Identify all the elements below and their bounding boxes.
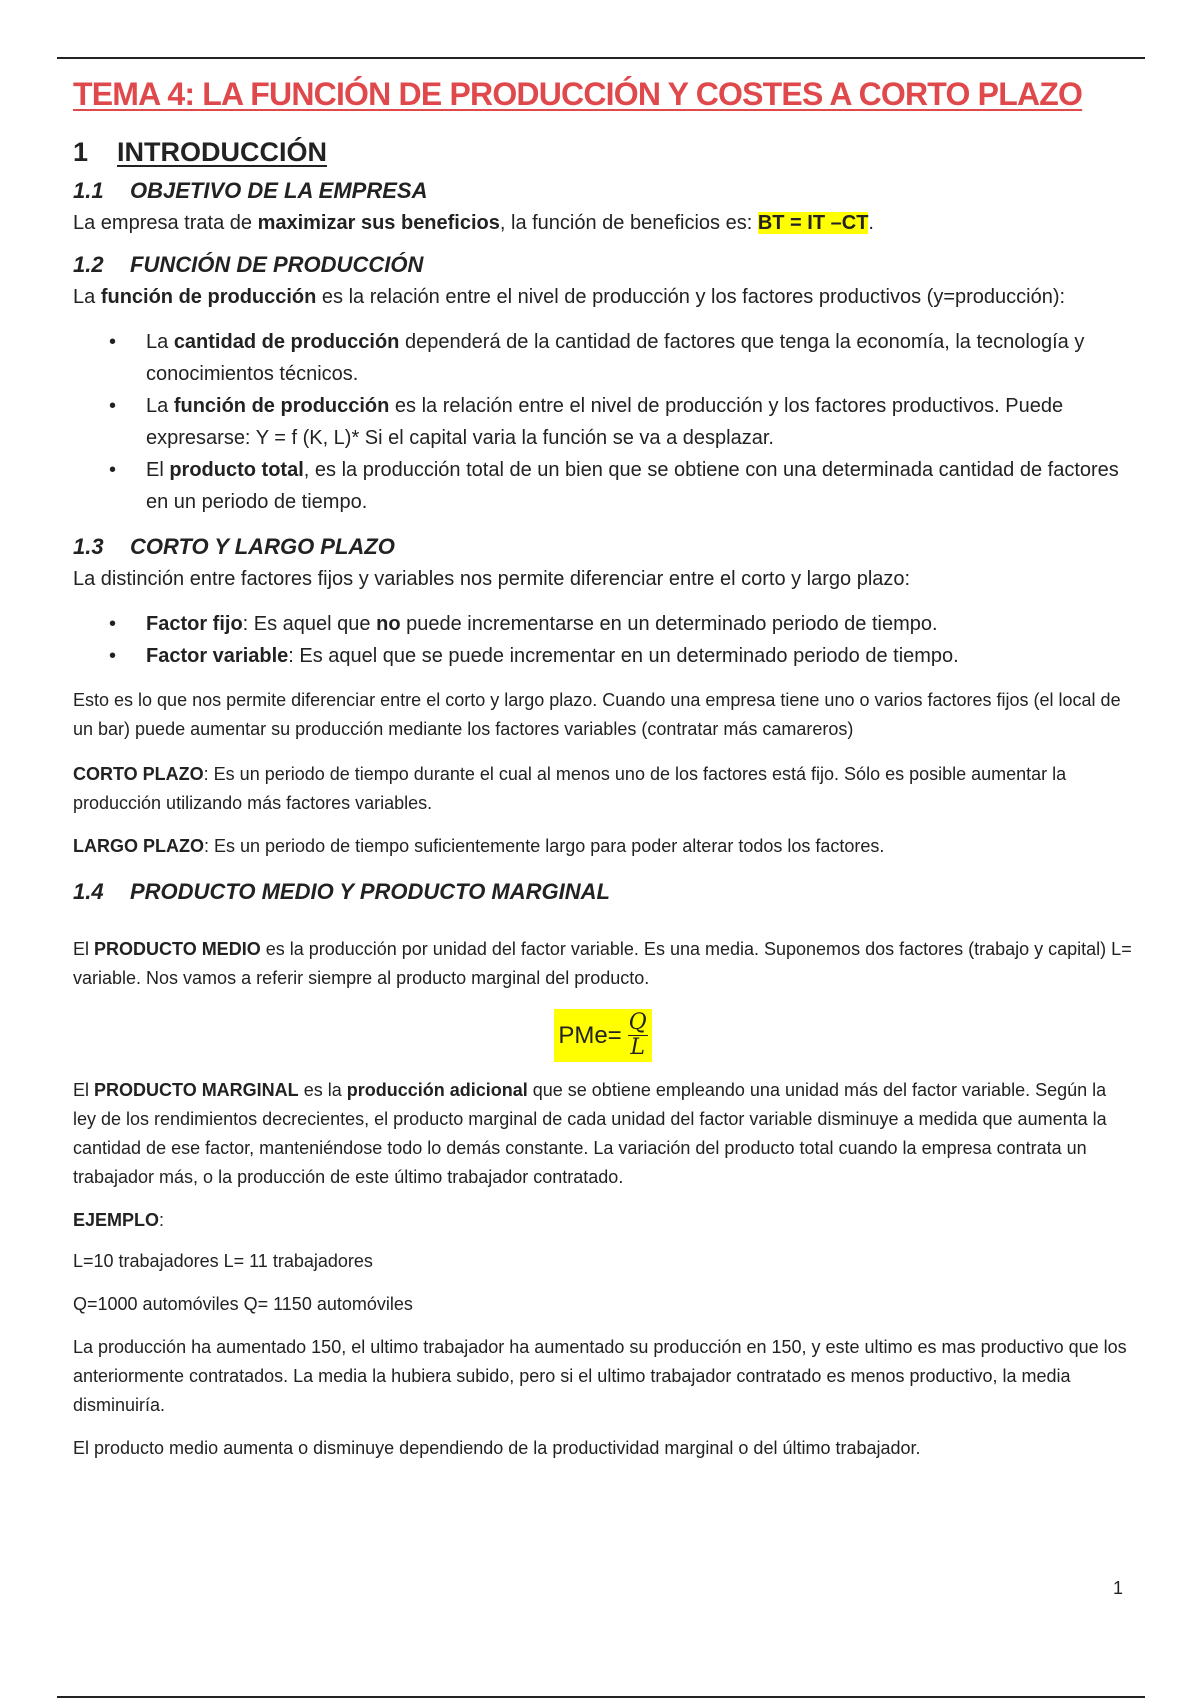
text-run: La <box>73 286 101 308</box>
example-line-workers: L=10 trabajadores L= 11 trabajadores <box>73 1251 373 1271</box>
short-term-definition <box>73 760 1133 818</box>
spacer <box>73 744 1133 752</box>
bold-text: PRODUCTO MARGINAL <box>94 1080 299 1100</box>
subsection-number: 1.2 <box>73 252 104 277</box>
text-run: La <box>146 331 174 353</box>
subsection-1-2-heading <box>73 252 1133 278</box>
page-number: 1 <box>1112 1578 1123 1598</box>
bold-text: Factor fijo <box>146 613 243 635</box>
average-product-paragraph <box>73 935 1133 993</box>
text-run: : <box>159 1210 165 1230</box>
bottom-rule <box>57 1696 1145 1698</box>
text-run: es la relación entre el nivel de producción y los factores productivos (y=producción): <box>316 286 1066 308</box>
subsection-number: 1.4 <box>73 879 104 904</box>
top-rule <box>57 57 1145 59</box>
bold-text: cantidad de producción <box>173 331 400 353</box>
bold-text: no <box>376 613 401 635</box>
fraction <box>628 1011 648 1060</box>
section-title: INTRODUCCIÓN <box>117 137 327 167</box>
fraction-denominator: L <box>630 1035 645 1060</box>
subsection-1-4-heading <box>73 879 1133 905</box>
bold-text: función de producción <box>173 395 390 417</box>
text-run: es la producción por unidad del factor variable. Es una media. Suponemos dos factores (trabajo y capital) L= variable. Nos vamos a referir siempre al producto marginal del producto. <box>73 939 1132 988</box>
formula-label: PMe= <box>558 1021 622 1049</box>
list-item <box>146 640 1133 672</box>
bold-text: CORTO PLAZO <box>73 764 204 784</box>
average-product-formula <box>73 1009 1133 1062</box>
text-run: , es la producción total de un bien que se obtiene con una determinada cantidad de factores en un periodo de tiempo. <box>146 459 1119 513</box>
text-run: : Es aquel que <box>242 613 377 635</box>
text-run: es la <box>298 1080 347 1100</box>
section-number: 1 <box>73 137 89 167</box>
document-body <box>73 70 1133 1463</box>
average-product-conclusion: El producto medio aumenta o disminuye dependiendo de la productividad marginal o del último trabajador. <box>73 1438 921 1458</box>
list-item <box>146 454 1133 518</box>
short-long-explanation: Esto es lo que nos permite diferenciar entre el corto y largo plazo. Cuando una empresa tiene uno o varios factores fijos (el local de un bar) puede aumentar su producción mediante los factores variables (contratar más camareros) <box>73 690 1121 739</box>
text-run: : Es un periodo de tiempo suficientemente largo para poder alterar todos los factores. <box>204 836 885 856</box>
formula-highlight <box>554 1009 651 1062</box>
text-run: El <box>73 939 95 959</box>
bold-text: función de producción <box>100 286 317 308</box>
list-item <box>146 390 1133 454</box>
subsection-number: 1.3 <box>73 534 104 559</box>
subsection-title: CORTO Y LARGO PLAZO <box>130 534 395 559</box>
bold-text: producción adicional <box>346 1080 528 1100</box>
subsection-title: PRODUCTO MEDIO Y PRODUCTO MARGINAL <box>130 879 610 904</box>
factor-bullet-list <box>73 608 1133 672</box>
text-run: : Es un periodo de tiempo durante el cual al menos uno de los factores está fijo. Sólo es posible aumentar la producción utilizando más factores variables. <box>73 764 1067 813</box>
document-title: TEMA 4: LA FUNCIÓN DE PRODUCCIÓN Y COSTES A CORTO PLAZO <box>73 76 1083 112</box>
text-run: puede incrementarse en un determinado periodo de tiempo. <box>400 613 938 635</box>
bold-text: EJEMPLO <box>73 1210 160 1230</box>
text-run: que se obtiene empleando una unidad más del factor variable. Según la ley de los rendimientos decrecientes, el producto marginal de cada unidad del factor variable disminuye a medida que aumenta la cantidad de ese factor, manteniéndose todo lo demás constante. La variación del producto total cuando la empresa contrata un trabajador más, o la producción de este último trabajador contratado. <box>73 1080 1107 1187</box>
text-run: dependerá de la cantidad de factores que tenga la economía, la tecnología y conocimientos técnicos. <box>146 331 1085 385</box>
bold-text: producto total <box>169 459 304 481</box>
long-term-definition <box>73 832 1133 861</box>
subsection-title: OBJETIVO DE LA EMPRESA <box>130 178 428 203</box>
bold-text: maximizar sus beneficios <box>257 212 500 234</box>
highlighted-formula: BT = IT –CT <box>757 212 869 234</box>
text-run: , la función de beneficios es: <box>499 212 758 234</box>
text-run: La empresa trata de <box>73 212 258 234</box>
list-item <box>146 608 1133 640</box>
short-long-intro: La distinción entre factores fijos y variables nos permite diferenciar entre el corto y largo plazo: <box>73 568 911 590</box>
production-function-paragraph <box>73 282 1133 312</box>
bold-text: PRODUCTO MEDIO <box>94 939 261 959</box>
list-item <box>146 326 1133 390</box>
subsection-1-3-heading <box>73 534 1133 560</box>
example-label <box>73 1206 1133 1235</box>
text-run: . <box>868 212 874 234</box>
production-bullet-list <box>73 326 1133 518</box>
bold-text: Factor variable <box>146 645 289 667</box>
example-line-output: Q=1000 automóviles Q= 1150 automóviles <box>73 1294 413 1314</box>
subsection-1-1-heading <box>73 178 1133 204</box>
text-run: El <box>73 1080 95 1100</box>
subsection-number: 1.1 <box>73 178 104 203</box>
example-explanation: La producción ha aumentado 150, el ultimo trabajador ha aumentado su producción en 150, y este ultimo es mas productivo que los anteriormente contratados. La media la hubiera subido, pero si el ultimo trabajador contratado es menos productivo, la media disminuiría. <box>73 1337 1127 1415</box>
fraction-numerator: Q <box>628 1010 647 1035</box>
text-run: : Es aquel que se puede incrementar en un determinado periodo de tiempo. <box>288 645 959 667</box>
text-run: El <box>146 459 170 481</box>
section-1-heading <box>73 137 1133 168</box>
marginal-product-paragraph <box>73 1076 1133 1192</box>
bold-text: LARGO PLAZO <box>73 836 204 856</box>
subsection-title: FUNCIÓN DE PRODUCCIÓN <box>130 252 424 277</box>
text-run: es la relación entre el nivel de producción y los factores productivos. Puede expresarse: Y = f (K, L)* Si el capital varia la función se va a desplazar. <box>146 395 1064 449</box>
text-run: La <box>146 395 174 417</box>
objective-paragraph <box>73 208 1133 238</box>
